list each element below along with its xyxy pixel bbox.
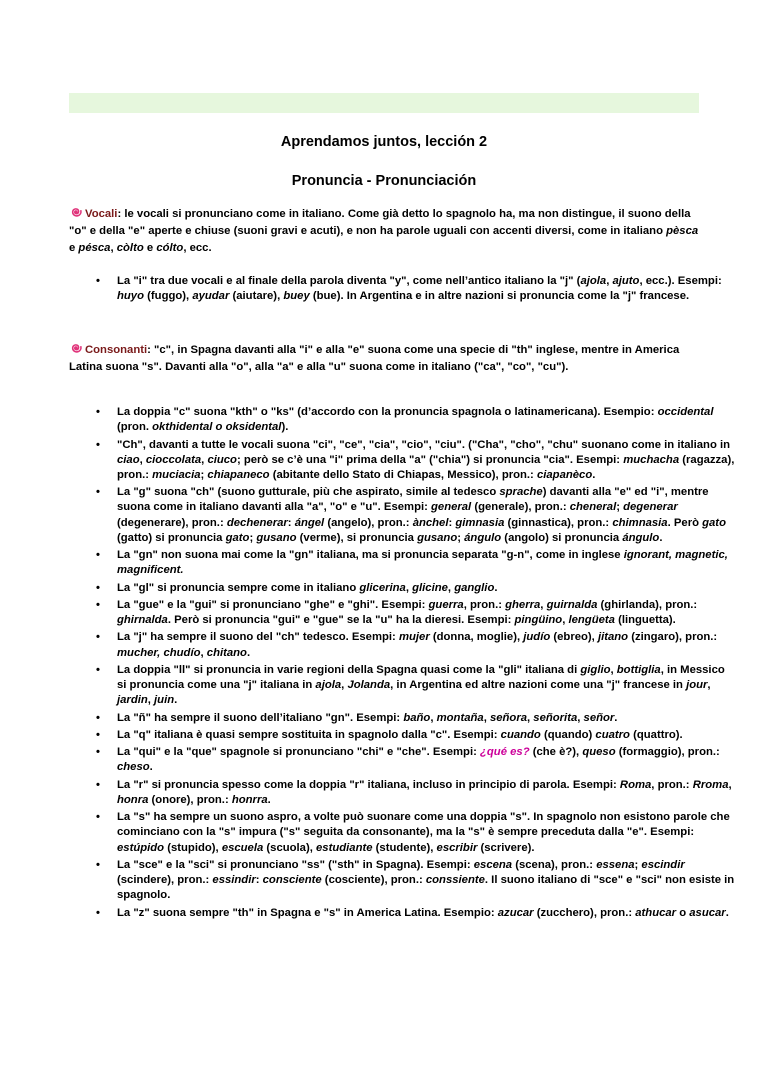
text-run: (zingaro), pron.:: [628, 631, 718, 644]
text-run: ,: [341, 679, 348, 692]
italic-term: señora: [489, 711, 528, 724]
italic-term: jour: [686, 679, 708, 692]
italic-term: sprache: [499, 486, 543, 499]
italic-term: jardin: [117, 694, 148, 707]
consonanti-heading: Consonanti: [85, 344, 148, 356]
italic-term: cuando: [500, 728, 541, 741]
italic-term: juin: [154, 694, 175, 707]
text-run: , pron.:: [463, 598, 506, 611]
text-run: (angolo) si pronuncia: [501, 531, 623, 544]
text-run: .: [592, 468, 596, 481]
text-run: . Il suono italiano di "sce" e "sci" non esiste in spagnolo.: [117, 874, 735, 902]
text-run: La "r" si pronuncia spesso come la doppia "r" italiana, incluso in principio di parola. Esempi:: [117, 778, 620, 791]
text-run: (cosciente), pron.:: [321, 874, 426, 887]
list-item: [117, 663, 737, 709]
text-run: .: [614, 711, 618, 724]
text-run: (abitante dello Stato di Chiapas, Messico), pron.:: [269, 468, 537, 481]
italic-term: ¿qué es?: [480, 746, 530, 759]
italic-term: escribir: [436, 841, 478, 854]
text-run: .: [725, 906, 729, 919]
text-run: :: [448, 516, 456, 529]
text-run: (donna, moglie),: [429, 631, 524, 644]
italic-term: occidental: [657, 406, 714, 418]
swirl-icon: [69, 341, 83, 355]
list-item: [117, 485, 737, 546]
text-run: (pron.: [117, 421, 153, 434]
italic-term: cheneral: [569, 501, 617, 514]
vocali-heading: Vocali: [85, 208, 118, 220]
text-run: e: [69, 242, 79, 255]
italic-term: athucar: [635, 906, 677, 919]
text-run: (zucchero), pron.:: [533, 906, 636, 919]
italic-term: gato: [702, 516, 726, 529]
italic-term: estúpido: [117, 841, 165, 854]
text-run: ,: [147, 694, 155, 707]
italic-term: cioccolata: [145, 453, 202, 466]
text-run: . Però si pronuncia "gui" e "gue" se la "u" ha la dieresi. Esempi:: [167, 614, 515, 627]
italic-term: señorita: [533, 711, 578, 724]
italic-term: Roma: [619, 778, 652, 791]
vocali-paragraph: [69, 205, 699, 258]
italic-term: ganglio: [454, 581, 495, 594]
text-run: :: [287, 516, 295, 529]
text-run: e: [143, 242, 157, 255]
text-run: (ginnastica), pron.:: [504, 516, 613, 529]
text-run: .: [267, 793, 271, 806]
text-run: (formaggio), pron.:: [615, 746, 720, 759]
italic-term: ignorant, magnetic, magnificent.: [117, 549, 728, 577]
text-run: : le vocali si pronunciano come in italiano. Come già detto lo spagnolo ha, ma non distingue, il suono della "o" e della "e" aperte e chiuse (suoni gravi e acuti), e non ha parole uguali con accenti diversi, come in italiano: [69, 208, 691, 238]
text-run: :: [255, 874, 263, 887]
text-run: (scindere), pron.:: [117, 874, 213, 887]
text-run: La doppia "c" suona "kth" o "ks" (d’accordo con la pronuncia spagnola o latinamericana). Esempio:: [117, 406, 658, 418]
italic-term: jitano: [597, 631, 629, 644]
italic-term: bottiglia: [616, 663, 661, 676]
text-run: (onore), pron.:: [148, 793, 232, 806]
italic-term: estudiante: [316, 841, 373, 854]
text-run: .: [494, 581, 498, 594]
italic-term: general: [431, 501, 472, 514]
text-run: La "s" ha sempre un suono aspro, a volte può suonare come una doppia "s". In spagnolo non esistono parole che cominciano con la "s" impura ("s" seguita da consonante), ma la "s" è sempre preceduta dalla "e". Esempi:: [117, 811, 730, 839]
text-run: (scrivere).: [477, 841, 535, 854]
document-title: Aprendamos juntos, lección 2: [280, 134, 488, 150]
text-run: ,: [728, 778, 732, 791]
italic-term: guirnalda: [546, 598, 598, 611]
text-run: ,: [483, 711, 490, 724]
italic-term: escuela: [221, 841, 264, 854]
text-run: (generale), pron.:: [471, 501, 570, 514]
top-green-bar: [69, 93, 699, 113]
text-run: (aiutare),: [229, 290, 284, 303]
list-item: [117, 778, 737, 808]
italic-term: gusano: [417, 531, 458, 544]
text-run: (studente),: [372, 841, 437, 854]
text-run: (quattro).: [629, 728, 683, 741]
list-item: [117, 711, 737, 726]
text-run: .: [659, 531, 663, 544]
italic-term: buey: [283, 290, 310, 303]
text-run: La "j" ha sempre il suono del "ch" tedesco. Esempi:: [117, 631, 399, 644]
text-run: ;: [249, 531, 257, 544]
text-run: La doppia "ll" si pronuncia in varie regioni della Spagna quasi come la "gli" italiana di: [117, 663, 581, 676]
text-run: , in Messico si pronuncia come una "j" italiana in: [117, 663, 725, 692]
text-run: (stupido),: [164, 841, 222, 854]
swirl-icon: [69, 205, 83, 219]
text-run: La "qui" e la "que" spagnole si pronunciano "chi" e "che". Esempi:: [117, 746, 480, 759]
consonanti-paragraph: [69, 341, 699, 376]
italic-term: escena: [473, 858, 513, 871]
italic-term: judío: [523, 631, 551, 644]
italic-term: consciente: [262, 874, 322, 887]
italic-term: guerra: [428, 598, 464, 611]
italic-term: asucar: [689, 906, 726, 919]
text-run: (degenerare), pron.:: [117, 516, 227, 529]
text-run: La "gue" e la "gui" si pronunciano "ghe" e "ghi". Esempi:: [117, 598, 429, 611]
italic-term: gusano: [256, 531, 297, 544]
text-run: .: [174, 694, 178, 707]
italic-term: Jolanda: [347, 679, 391, 692]
text-run: La "i" tra due vocali e al finale della parola diventa "y", come nell’antico italiano la "j" (: [117, 275, 581, 287]
text-run: ,: [540, 598, 547, 611]
italic-term: mujer: [398, 631, 430, 644]
text-run: , in Argentina ed altre nazioni come una "j" francese in: [390, 679, 687, 692]
text-run: (linguetta).: [614, 614, 676, 627]
italic-term: queso: [582, 746, 616, 759]
italic-term: còlto: [116, 242, 144, 255]
text-run: ;: [616, 501, 624, 514]
text-run: "Ch", davanti a tutte le vocali suona "ci", "ce", "cia", "cio", "ciu". ("Cha", "cho", "chu" suonano come in italiano in: [117, 438, 731, 451]
text-run: ,: [405, 581, 413, 594]
text-run: ,: [110, 242, 117, 255]
italic-term: essena: [596, 858, 635, 871]
text-run: . Però: [667, 516, 703, 529]
document-subtitle: Pronuncia - Pronunciación: [291, 173, 477, 189]
italic-term: giglio: [580, 663, 611, 676]
text-run: ,: [139, 453, 146, 466]
italic-term: dechenerar: [226, 516, 288, 529]
text-run: ; però se c’è una "i" prima della "a" ("chia") si pronuncia "cia". Esempi:: [236, 453, 624, 466]
italic-term: cheso: [117, 761, 150, 774]
text-run: (scena), pron.:: [512, 858, 597, 871]
text-run: (scuola),: [263, 841, 317, 854]
text-run: ;: [634, 858, 642, 871]
list-item: [117, 598, 737, 628]
list-item: [117, 745, 737, 775]
text-run: o: [676, 906, 690, 919]
text-run: , ecc.). Esempi:: [639, 275, 722, 287]
text-run: (ghirlanda), pron.:: [597, 598, 698, 611]
italic-term: montaña: [436, 711, 484, 724]
text-run: (quando): [540, 728, 596, 741]
consonanti-text: [69, 344, 679, 373]
italic-term: mucher, chudío: [117, 646, 201, 659]
list-item: [117, 581, 737, 596]
text-run: , ecc.: [183, 242, 212, 255]
text-run: ,: [430, 711, 437, 724]
italic-term: cuatro: [595, 728, 630, 741]
vocali-list: [69, 274, 737, 307]
text-run: ;: [200, 468, 208, 481]
text-run: La "g" suona "ch" (suono gutturale, più che aspirato, simile al tedesco: [117, 486, 500, 499]
italic-term: gherra: [505, 598, 541, 611]
text-run: .: [246, 646, 251, 659]
text-run: (angelo), pron.:: [324, 516, 413, 529]
text-run: ,: [606, 275, 613, 287]
text-run: ,: [707, 679, 711, 692]
text-run: ).: [281, 421, 289, 434]
italic-term: ciao: [117, 453, 140, 466]
list-item: [117, 810, 737, 856]
text-run: ,: [577, 711, 584, 724]
italic-term: ajuto: [612, 275, 640, 287]
italic-term: pésca: [78, 242, 111, 255]
italic-term: honrra: [231, 793, 268, 806]
consonanti-list: [69, 405, 737, 923]
italic-term: huyo: [117, 290, 144, 303]
italic-term: chiapaneco: [207, 468, 270, 481]
text-run: La "q" italiana è quasi sempre sostituita in spagnolo dalla "c". Esempi:: [117, 728, 501, 741]
text-run: (fuggo),: [144, 290, 193, 303]
italic-term: ángulo: [464, 531, 502, 544]
text-run: ,: [201, 453, 208, 466]
list-item: [117, 858, 737, 904]
italic-term: cólto: [156, 242, 184, 255]
italic-term: ángulo: [622, 531, 660, 544]
text-run: ,: [200, 646, 207, 659]
text-run: (ebreo),: [550, 631, 598, 644]
text-run: La "sce" e la "sci" si pronunciano "ss" ("sth" in Spagna). Esempi:: [117, 858, 474, 871]
text-run: .: [149, 761, 153, 774]
text-run: ,: [562, 614, 569, 627]
italic-term: essindir: [212, 874, 256, 887]
list-item: [117, 630, 737, 660]
list-item: [117, 728, 737, 743]
italic-term: glicerina: [359, 581, 406, 594]
italic-term: degenerar: [623, 501, 678, 514]
text-run: La "gn" non suona mai come la "gn" italiana, ma si pronuncia separata "g-n", come in inglese: [117, 549, 624, 562]
italic-term: okthidental o oksidental: [152, 421, 282, 434]
italic-term: lengüeta: [568, 614, 615, 627]
italic-term: gato: [225, 531, 250, 544]
italic-term: muchacha: [623, 453, 680, 466]
italic-term: ghirnalda: [117, 614, 168, 627]
italic-term: glicine: [412, 581, 448, 594]
text-run: (che è?),: [529, 746, 583, 759]
italic-term: baño: [403, 711, 431, 724]
italic-term: ángel: [294, 516, 325, 529]
italic-term: ayudar: [192, 290, 230, 303]
text-run: , pron.:: [651, 778, 693, 791]
text-run: La "z" suona sempre "th" in Spagna e "s" in America Latina. Esempio:: [117, 906, 498, 919]
list-item: [117, 274, 737, 304]
italic-term: ajola: [315, 679, 342, 692]
text-run: La "gl" si pronuncia sempre come in italiano: [117, 581, 360, 594]
italic-term: chimnasia: [612, 516, 668, 529]
italic-term: pèsca: [666, 225, 699, 238]
text-run: ;: [457, 531, 465, 544]
text-run: (bue). In Argentina e in altre nazioni si pronuncia come la "j" francese.: [309, 290, 690, 303]
italic-term: escindir: [641, 858, 685, 871]
italic-term: muciacia: [152, 468, 201, 481]
text-run: La "ñ" ha sempre il suono dell’italiano "gn". Esempi:: [117, 711, 404, 724]
italic-term: ànchel: [412, 516, 449, 529]
text-run: ) davanti alla "e" ed "i", mentre suona come in italiano davanti alla "a", "o" e "u". Esempi:: [117, 486, 709, 514]
italic-term: conssiente: [425, 874, 485, 887]
list-item: [117, 438, 737, 484]
vocali-text: [69, 208, 698, 254]
text-run: : "c", in Spagna davanti alla "i" e alla "e" suona come una specie di "th" inglese, mentre in America Latina suona "s". Davanti alla "o", alla "a" e alla "u" suona come in italiano ("ca", "co", "cu").: [69, 344, 680, 374]
list-item: [117, 548, 737, 578]
italic-term: señor: [583, 711, 615, 724]
list-item: [117, 405, 737, 435]
italic-term: pingüino: [514, 614, 563, 627]
italic-term: azucar: [497, 906, 534, 919]
text-run: ,: [527, 711, 534, 724]
italic-term: ciapanèco: [536, 468, 593, 481]
italic-term: chitano: [206, 646, 247, 659]
text-run: (gatto) si pronuncia: [117, 531, 226, 544]
italic-term: Rroma: [692, 778, 729, 791]
text-run: (ragazza), pron.:: [117, 453, 735, 481]
text-run: ,: [610, 663, 617, 676]
italic-term: honra: [117, 793, 149, 806]
text-run: (verme), si pronuncia: [296, 531, 418, 544]
italic-term: ajola: [580, 275, 607, 287]
text-run: ,: [447, 581, 455, 594]
italic-term: gimnasia: [455, 516, 505, 529]
italic-term: ciuco: [207, 453, 237, 466]
list-item: [117, 906, 737, 921]
